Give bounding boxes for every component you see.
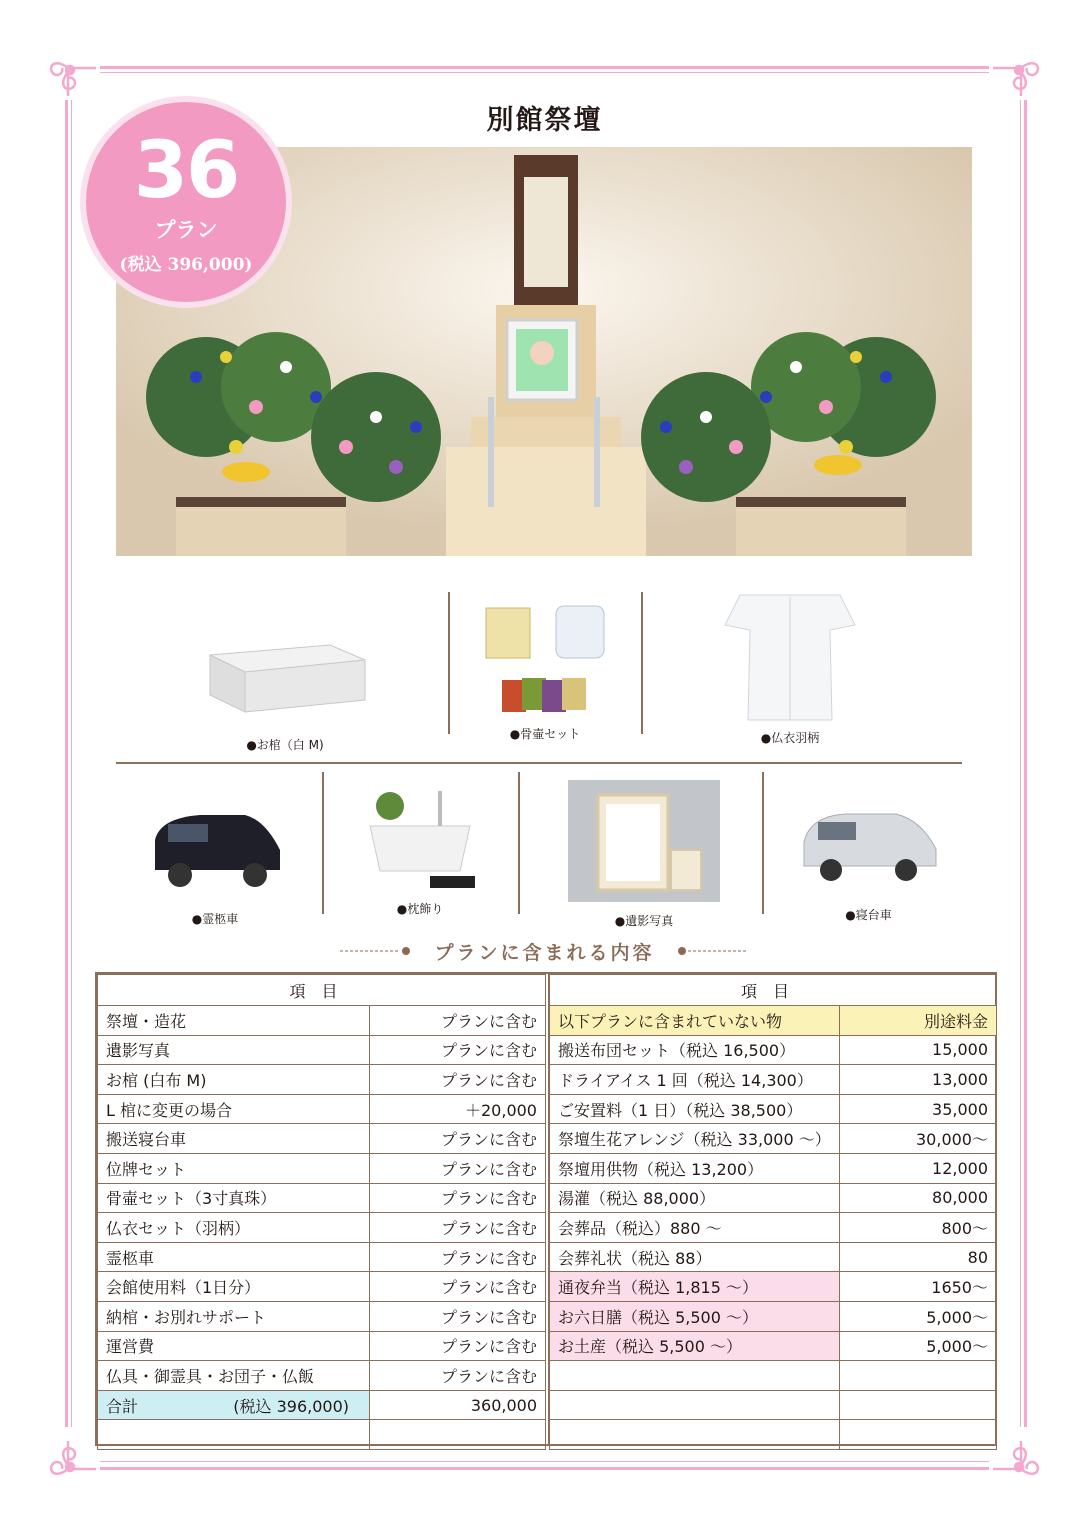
item-caption: ●枕飾り (396, 902, 444, 916)
row-value: 30,000〜 (839, 1124, 996, 1154)
empty-cell (839, 1390, 996, 1420)
table-row (550, 1124, 997, 1154)
pillow-decoration-item (360, 786, 480, 917)
empty-cell (550, 1390, 840, 1420)
table-row (98, 1094, 546, 1124)
gallery-divider (518, 772, 520, 914)
pillow-decoration-icon (360, 786, 480, 896)
item-caption: ●霊柩車 (191, 912, 239, 926)
row-value: プランに含む (370, 1361, 546, 1391)
plan-number: 36 (133, 126, 239, 216)
table-row (98, 1242, 546, 1272)
empty-row (550, 1390, 997, 1420)
table-row (550, 1183, 997, 1213)
portrait-frame-item (568, 780, 720, 929)
row-name: お棺 (白布 M) (98, 1065, 370, 1095)
row-name: 遺影写真 (98, 1035, 370, 1065)
row-name: 仏具・御霊具・お団子・仏飯 (98, 1361, 370, 1391)
plan-badge (80, 96, 292, 308)
row-name: 仏衣セット（羽柄） (98, 1213, 370, 1243)
table-row (550, 1035, 997, 1065)
frame-bottom-inner-line (100, 1461, 989, 1462)
gallery-row-divider (116, 762, 962, 764)
empty-row (98, 1420, 546, 1450)
transport-van-icon (796, 804, 941, 894)
row-name: 運営費 (98, 1331, 370, 1361)
row-name: 湯灌（税込 88,000） (550, 1183, 840, 1213)
row-name: ご安置料（1 日）（税込 38,500） (550, 1094, 840, 1124)
row-value: プランに含む (370, 1183, 546, 1213)
corner-ornament-icon (989, 40, 1049, 100)
total-value: 360,000 (370, 1390, 546, 1420)
included-items-table (97, 974, 546, 1450)
row-value: プランに含む (370, 1124, 546, 1154)
row-value: 80,000 (839, 1183, 996, 1213)
table-header: 項目 (550, 975, 997, 1006)
row-value: プランに含む (370, 1301, 546, 1331)
row-value: 1650〜 (839, 1272, 996, 1302)
frame-top-line (100, 66, 989, 69)
empty-cell (550, 1420, 840, 1450)
frame-bottom-line (100, 1467, 989, 1470)
row-name: 位牌セット (98, 1153, 370, 1183)
coffin-icon (190, 620, 380, 720)
row-value: 80 (839, 1242, 996, 1272)
table-row (98, 1006, 546, 1036)
row-name: 搬送寝台車 (98, 1124, 370, 1154)
item-caption: ●遺影写真 (614, 914, 674, 928)
portrait-frame-icon (568, 780, 720, 902)
total-label-cell (98, 1390, 370, 1420)
gallery-divider (322, 772, 324, 914)
row-name: 祭壇・造花 (98, 1006, 370, 1036)
hearse-icon (140, 800, 290, 900)
transport-van-item (796, 804, 941, 923)
row-name: 祭壇生花アレンジ（税込 33,000 〜） (550, 1124, 840, 1154)
total-row (98, 1390, 546, 1420)
row-name: L 棺に変更の場合 (98, 1094, 370, 1124)
frame-top-inner-line (100, 72, 989, 73)
empty-row (550, 1420, 997, 1450)
row-name: 搬送布団セット（税込 16,500） (550, 1035, 840, 1065)
total-note: (税込 396,000) (233, 1396, 349, 1416)
table-row (550, 1272, 997, 1302)
row-name: 通夜弁当（税込 1,815 〜） (550, 1272, 840, 1302)
empty-row (550, 1361, 997, 1391)
plan-unit-label: プラン (154, 217, 218, 242)
corner-ornament-icon (40, 40, 100, 100)
table-row (98, 1361, 546, 1391)
row-value: プランに含む (370, 1272, 546, 1302)
table-row (550, 1094, 997, 1124)
row-name: 祭壇用供物（税込 13,200） (550, 1153, 840, 1183)
table-row (550, 1153, 997, 1183)
empty-cell (550, 1361, 840, 1391)
row-name: お土産（税込 5,500 〜） (550, 1331, 840, 1361)
table-row (550, 1331, 997, 1361)
robe-item (720, 585, 860, 746)
robe-icon (720, 585, 860, 725)
empty-cell (370, 1420, 546, 1450)
table-row (98, 1301, 546, 1331)
row-name: 納棺・お別れサポート (98, 1301, 370, 1331)
row-value: プランに含む (370, 1035, 546, 1065)
table-row (98, 1035, 546, 1065)
empty-cell (839, 1361, 996, 1391)
row-value: 5,000〜 (839, 1331, 996, 1361)
row-name: 会葬品（税込）880 〜 (550, 1213, 840, 1243)
hearse-item (140, 800, 290, 927)
total-label: 合計 (106, 1396, 139, 1416)
row-value: 800〜 (839, 1213, 996, 1243)
gallery-divider (641, 592, 643, 734)
row-value: プランに含む (370, 1006, 546, 1036)
row-value: プランに含む (370, 1213, 546, 1243)
corner-ornament-icon (989, 1437, 1049, 1497)
table-row (98, 1065, 546, 1095)
plan-contents-table (95, 972, 997, 1446)
table-row (98, 1153, 546, 1183)
row-value: プランに含む (370, 1153, 546, 1183)
table-row (98, 1213, 546, 1243)
row-value: プランに含む (370, 1065, 546, 1095)
urn-set-icon (470, 596, 620, 721)
item-caption: ●仏衣羽柄 (760, 731, 820, 745)
urn-set-item (470, 596, 620, 742)
row-value: 5,000〜 (839, 1301, 996, 1331)
row-name: 霊柩車 (98, 1242, 370, 1272)
table-row (98, 1124, 546, 1154)
table-row (550, 1301, 997, 1331)
row-value: プランに含む (370, 1242, 546, 1272)
item-caption: ●骨壷セット (509, 727, 581, 741)
gallery-divider (762, 772, 764, 914)
row-value: プランに含む (370, 1331, 546, 1361)
page-title: 別館祭壇 (486, 105, 603, 136)
table-row (98, 1331, 546, 1361)
row-name: お六日膳（税込 5,500 〜） (550, 1301, 840, 1331)
item-caption: ●お棺（白 M) (246, 738, 324, 752)
table-row (98, 1272, 546, 1302)
table-subheader-row (550, 1006, 997, 1036)
row-name: 骨壷セット（3寸真珠） (98, 1183, 370, 1213)
table-row (550, 1213, 997, 1243)
subheader-name: 以下プランに含まれていない物 (550, 1006, 840, 1036)
plan-price: (税込 396,000) (119, 255, 253, 275)
row-name: ドライアイス 1 回（税込 14,300） (550, 1065, 840, 1095)
frame-right-inner-line (1020, 100, 1021, 1427)
item-caption: ●寝台車 (845, 908, 892, 922)
table-row (550, 1065, 997, 1095)
coffin-item (190, 620, 380, 753)
heading-ornament-icon (676, 946, 748, 956)
subheader-value: 別途料金 (839, 1006, 996, 1036)
table-row (550, 1242, 997, 1272)
row-value: 13,000 (839, 1065, 996, 1095)
row-value: 35,000 (839, 1094, 996, 1124)
table-row (98, 1183, 546, 1213)
empty-cell (98, 1420, 370, 1450)
plan-contents-heading: プランに含まれる内容 (434, 942, 655, 964)
table-header: 項目 (98, 975, 546, 1006)
frame-left-line (65, 100, 68, 1427)
empty-cell (839, 1420, 996, 1450)
corner-ornament-icon (40, 1437, 100, 1497)
frame-left-inner-line (71, 100, 72, 1427)
row-value: 12,000 (839, 1153, 996, 1183)
row-value: ＋20,000 (370, 1094, 546, 1124)
row-value: 15,000 (839, 1035, 996, 1065)
row-name: 会館使用料（1日分） (98, 1272, 370, 1302)
extra-fee-table (549, 974, 997, 1450)
gallery-divider (448, 592, 450, 734)
row-name: 会葬礼状（税込 88） (550, 1242, 840, 1272)
frame-right-line (1024, 100, 1027, 1427)
